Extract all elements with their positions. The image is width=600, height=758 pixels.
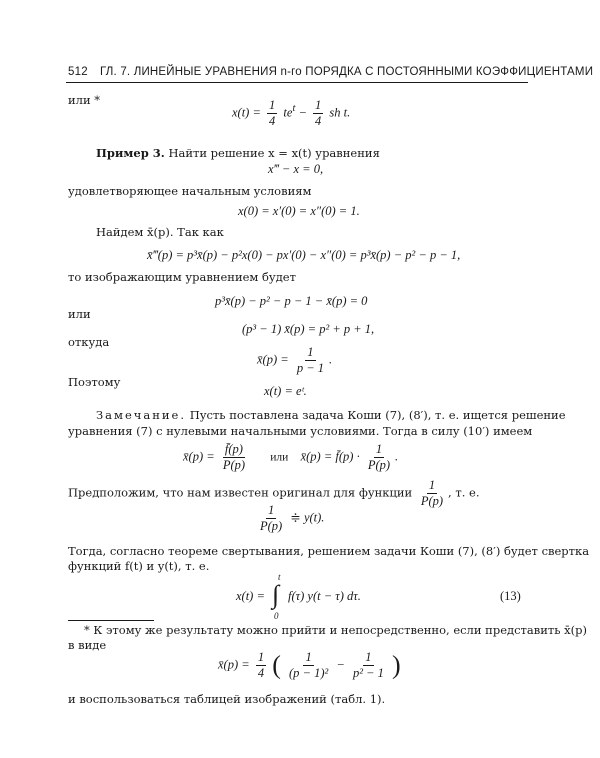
eq-lhs: x̄(p) = — [183, 449, 215, 464]
fraction — [351, 650, 386, 681]
equation-or: (p³ − 1) x̄(p) = p² + p + 1, — [242, 322, 375, 336]
eq-rhs: x̄(p) = f̄(p) · — [300, 449, 360, 464]
footnote-line-1: * К этому же результату можно прийти и непосредственно, если представить x̄(p) — [84, 623, 587, 637]
find-text: Найдем x̄(p). Так как — [96, 225, 224, 239]
denominator: P(p) — [260, 519, 283, 533]
footnote-rule — [68, 620, 154, 621]
numerator: 1 — [269, 98, 276, 112]
integral-lower-limit: 0 — [274, 611, 279, 621]
equation-whence — [257, 345, 332, 376]
equation-transform: x̄‴(p) = p³x̄(p) − p²x(0) − px′(0) − x″(0) = p³x̄(p) − p² − p − 1, — [147, 248, 461, 262]
correspondence-sign: ≑ — [290, 510, 301, 525]
numerator: 1 — [315, 98, 322, 112]
equation-result — [232, 98, 350, 129]
eq-term: . — [329, 352, 333, 367]
equation-image: p³x̄(p) − p² − p − 1 − x̄(p) = 0 — [215, 294, 368, 308]
denominator: 4 — [257, 666, 265, 680]
eq-term: y(t). — [303, 510, 325, 525]
image-equation-text: то изображающим уравнением будет — [68, 270, 296, 284]
suppose-text: Предположим, что нам известен оригинал для функции — [68, 485, 413, 500]
fraction — [313, 98, 323, 129]
fraction — [267, 98, 277, 129]
denominator: P(p) — [367, 458, 391, 472]
numerator: 1 — [267, 503, 275, 517]
eq-lhs: x(t) = — [236, 589, 265, 603]
numerator: 1 — [257, 650, 265, 664]
initial-conditions-text: удовлетворяющее начальным условиям — [68, 184, 312, 198]
denominator: (p − 1)² — [288, 666, 329, 680]
fraction — [221, 442, 247, 473]
close-paren: ) — [392, 650, 401, 680]
equation-remark — [183, 442, 398, 473]
equation-final: x(t) = eᵗ. — [264, 384, 307, 398]
numerator: f̄(p) — [224, 442, 243, 456]
equation-initial: x(0) = x′(0) = x″(0) = 1. — [238, 204, 360, 218]
denominator: p² − 1 — [352, 666, 384, 680]
open-paren: ( — [272, 650, 281, 680]
then-line-1: Тогда, согласно теореме свертывания, решением задачи Коши (7), (8′) будет свертка — [68, 544, 590, 558]
denominator: 4 — [315, 114, 322, 128]
footnote-line-2: в виде — [68, 638, 107, 652]
eq-or: или — [270, 451, 289, 464]
denominator: p − 1 — [296, 361, 324, 375]
minus-sign: − — [336, 657, 345, 672]
integral-upper-limit: t — [278, 572, 281, 582]
denominator: P(p) — [222, 458, 246, 472]
eq-term: . — [395, 449, 399, 464]
denominator: 4 — [269, 114, 276, 128]
footnote-line-3: и воспользоваться таблицей изображений (табл. 1). — [68, 692, 386, 706]
fraction — [258, 503, 284, 534]
suppose-tail: , т. е. — [448, 485, 480, 500]
remark-line-1 — [96, 408, 566, 422]
eq-lhs: x̄(p) = — [257, 352, 289, 367]
denominator: P(p) — [420, 494, 444, 508]
eq-lhs: x(t) = — [232, 105, 261, 120]
equation-number: (13) — [500, 589, 521, 603]
fraction — [419, 478, 445, 509]
remark-label: Замечание. — [96, 408, 187, 422]
fraction — [366, 442, 392, 473]
fraction — [256, 650, 266, 681]
text-whence: откуда — [68, 335, 110, 349]
numerator: 1 — [307, 345, 314, 359]
text-therefore: Поэтому — [68, 375, 121, 389]
superscript: t — [292, 103, 296, 115]
text-or-star: или * — [68, 93, 101, 107]
remark-text: Пусть поставлена задача Коши (7), (8′), т. е. ищется решение — [189, 408, 566, 422]
numerator: 1 — [305, 650, 312, 664]
eq-lhs: x̄(p) = — [218, 657, 250, 672]
equation-original — [255, 503, 324, 534]
example-label: Пример 3. — [96, 146, 165, 160]
running-title: ГЛ. 7. ЛИНЕЙНЫЕ УРАВНЕНИЯ n-го ПОРЯДКА С ПОСТОЯННЫМИ КОЭФФИЦИЕНТАМИ — [100, 66, 594, 78]
example-line — [96, 146, 380, 160]
fraction — [295, 345, 326, 376]
header-rule — [66, 82, 528, 83]
numerator: 1 — [428, 478, 436, 492]
integral-sign: ∫ — [272, 580, 280, 609]
numerator: 1 — [375, 442, 383, 456]
minus-sign: − — [298, 105, 307, 120]
text-or: или — [68, 307, 91, 321]
eq-term: te — [283, 105, 293, 120]
example-text: Найти решение x = x(t) уравнения — [168, 146, 380, 160]
then-line-2: функций f(t) и y(t), т. е. — [68, 559, 210, 573]
equation-ode: x‴ − x = 0, — [268, 162, 324, 176]
remark-line-2: уравнения (7) с нулевыми начальными условиями. Тогда в силу (10′) имеем — [68, 424, 533, 438]
integrand: f(τ) y(t − τ) dτ. — [288, 589, 361, 603]
page-number: 512 — [68, 66, 88, 78]
footnote-equation — [218, 650, 401, 681]
numerator: 1 — [365, 650, 372, 664]
eq-term: sh t. — [329, 105, 351, 120]
fraction — [287, 650, 330, 681]
